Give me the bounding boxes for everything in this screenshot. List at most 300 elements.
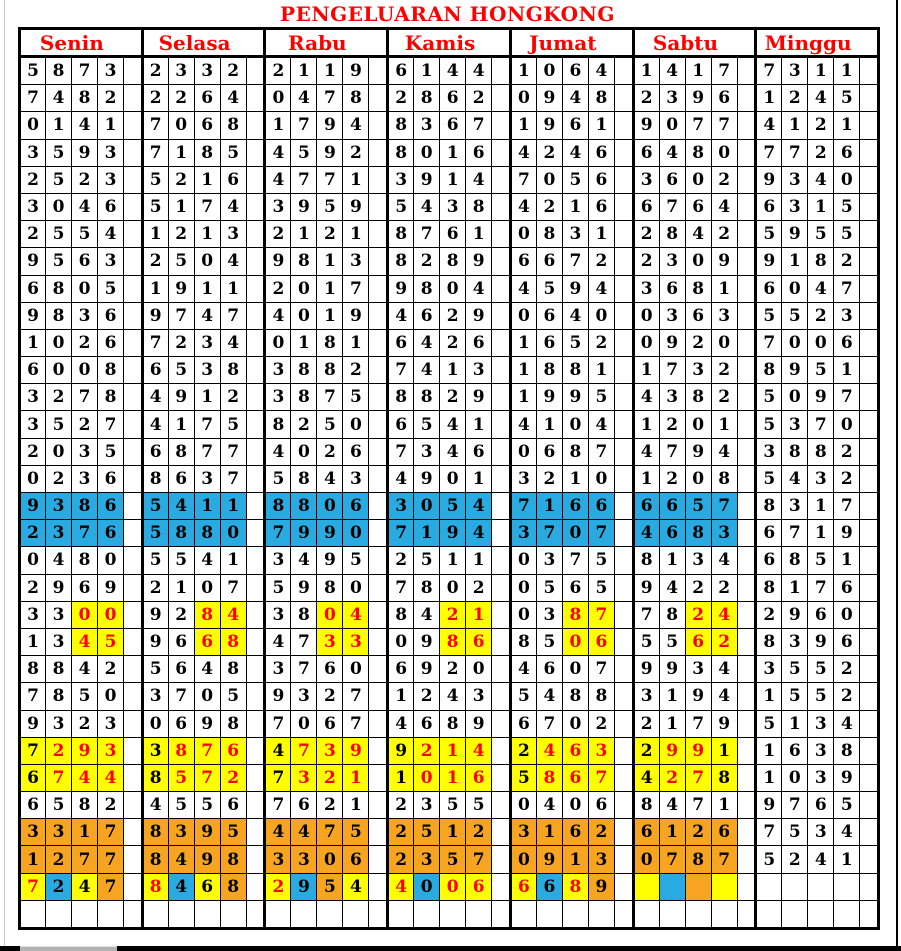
digit-cell: 0 xyxy=(685,166,711,193)
spacer-cell xyxy=(737,221,756,248)
digit-cell: 7 xyxy=(510,166,536,193)
digit-cell: 9 xyxy=(194,846,220,873)
digit-cell: 7 xyxy=(685,710,711,737)
digit-cell: 6 xyxy=(72,248,98,275)
spacer-cell xyxy=(369,601,388,628)
digit-cell: 0 xyxy=(414,764,440,791)
digit-cell: 2 xyxy=(782,846,808,873)
digit-cell: 7 xyxy=(291,737,317,764)
digit-cell: 8 xyxy=(72,792,98,819)
spacer-cell xyxy=(492,275,511,302)
digit-cell: 0 xyxy=(46,329,72,356)
digit-cell: 9 xyxy=(659,329,685,356)
digit-cell: 2 xyxy=(168,329,194,356)
digit-cell: 9 xyxy=(72,737,98,764)
digit-cell: 2 xyxy=(20,221,46,248)
table-row xyxy=(20,302,879,329)
table-row xyxy=(20,601,879,628)
digit-cell: 4 xyxy=(440,683,466,710)
digit-cell: 1 xyxy=(808,193,834,220)
digit-cell: 2 xyxy=(142,574,168,601)
digit-cell: 1 xyxy=(588,221,614,248)
spacer-cell xyxy=(860,900,879,928)
spacer-cell xyxy=(737,139,756,166)
digit-cell: 2 xyxy=(317,438,343,465)
digit-cell: 9 xyxy=(466,302,492,329)
digit-cell: 0 xyxy=(685,248,711,275)
digit-cell: 3 xyxy=(659,302,685,329)
digit-cell: 4 xyxy=(711,601,737,628)
digit-cell: 8 xyxy=(317,329,343,356)
spacer-cell xyxy=(860,411,879,438)
digit-cell: 1 xyxy=(168,193,194,220)
digit-cell: 8 xyxy=(220,112,246,139)
digit-cell xyxy=(536,900,562,928)
digit-cell: 0 xyxy=(414,493,440,520)
digit-cell: 5 xyxy=(46,221,72,248)
digit-cell: 8 xyxy=(46,275,72,302)
digit-cell: 1 xyxy=(343,792,369,819)
digit-cell: 0 xyxy=(510,302,536,329)
digit-cell: 6 xyxy=(633,493,659,520)
digit-cell: 1 xyxy=(659,819,685,846)
digit-cell: 4 xyxy=(659,139,685,166)
spacer-cell xyxy=(369,520,388,547)
digit-cell: 7 xyxy=(194,737,220,764)
digit-cell: 4 xyxy=(142,792,168,819)
spacer-cell xyxy=(492,737,511,764)
digit-cell: 2 xyxy=(168,601,194,628)
digit-cell: 2 xyxy=(388,85,414,112)
spacer-cell xyxy=(737,411,756,438)
digit-cell: 4 xyxy=(98,221,124,248)
digit-cell: 6 xyxy=(168,628,194,655)
digit-cell: 5 xyxy=(756,710,782,737)
spacer-cell xyxy=(246,166,265,193)
digit-cell: 2 xyxy=(440,656,466,683)
horizontal-scrollbar-thumb[interactable] xyxy=(20,946,117,951)
digit-cell: 0 xyxy=(510,574,536,601)
digit-cell: 3 xyxy=(659,85,685,112)
spacer-cell xyxy=(860,873,879,900)
digit-cell: 9 xyxy=(20,248,46,275)
digit-cell: 9 xyxy=(756,792,782,819)
spacer-cell xyxy=(737,275,756,302)
digit-cell: 0 xyxy=(588,465,614,492)
day-header-sabtu: Sabtu xyxy=(633,29,756,57)
digit-cell: 8 xyxy=(588,85,614,112)
spacer-cell xyxy=(860,275,879,302)
digit-cell: 3 xyxy=(194,465,220,492)
digit-cell: 5 xyxy=(756,465,782,492)
digit-cell: 8 xyxy=(20,656,46,683)
left-window-border xyxy=(4,0,5,951)
digit-cell: 7 xyxy=(808,411,834,438)
spacer-cell xyxy=(246,302,265,329)
spacer-cell xyxy=(737,112,756,139)
digit-cell: 3 xyxy=(291,683,317,710)
digit-cell: 6 xyxy=(562,764,588,791)
spacer-cell xyxy=(737,547,756,574)
spacer-cell xyxy=(369,329,388,356)
digit-cell: 9 xyxy=(536,846,562,873)
digit-cell: 2 xyxy=(388,547,414,574)
spacer-cell xyxy=(737,792,756,819)
digit-cell: 3 xyxy=(194,329,220,356)
spacer-cell xyxy=(737,384,756,411)
digit-cell: 8 xyxy=(756,628,782,655)
digit-cell: 0 xyxy=(536,57,562,85)
digit-cell: 8 xyxy=(388,139,414,166)
table-row xyxy=(20,248,879,275)
digit-cell xyxy=(834,873,860,900)
digit-cell: 7 xyxy=(834,275,860,302)
digit-cell: 6 xyxy=(72,574,98,601)
digit-cell: 6 xyxy=(20,764,46,791)
digit-cell: 8 xyxy=(72,493,98,520)
digit-cell: 0 xyxy=(343,411,369,438)
digit-cell: 8 xyxy=(72,85,98,112)
digit-cell: 3 xyxy=(388,493,414,520)
digit-cell: 5 xyxy=(414,819,440,846)
spacer-cell xyxy=(614,465,633,492)
digit-cell: 6 xyxy=(20,357,46,384)
spacer-cell xyxy=(614,547,633,574)
digit-cell: 8 xyxy=(685,275,711,302)
digit-cell: 4 xyxy=(834,710,860,737)
spacer-cell xyxy=(124,221,143,248)
digit-cell: 0 xyxy=(808,329,834,356)
spacer-cell xyxy=(614,329,633,356)
digit-cell: 0 xyxy=(98,601,124,628)
digit-cell: 4 xyxy=(388,710,414,737)
spacer-cell xyxy=(369,900,388,928)
digit-cell: 4 xyxy=(510,139,536,166)
digit-cell: 1 xyxy=(510,329,536,356)
digit-cell: 3 xyxy=(265,193,291,220)
digit-cell: 9 xyxy=(142,302,168,329)
digit-cell: 1 xyxy=(414,57,440,85)
digit-cell: 0 xyxy=(685,465,711,492)
digit-cell: 0 xyxy=(291,710,317,737)
spacer-cell xyxy=(737,329,756,356)
digit-cell: 4 xyxy=(46,547,72,574)
digit-cell: 3 xyxy=(782,411,808,438)
spacer-cell xyxy=(860,384,879,411)
digit-cell: 6 xyxy=(685,302,711,329)
digit-cell: 0 xyxy=(265,85,291,112)
digit-cell: 4 xyxy=(756,112,782,139)
digit-cell: 3 xyxy=(756,438,782,465)
digit-cell: 9 xyxy=(194,819,220,846)
spacer-cell xyxy=(124,302,143,329)
digit-cell: 2 xyxy=(72,329,98,356)
digit-cell: 8 xyxy=(685,520,711,547)
digit-cell: 2 xyxy=(46,465,72,492)
digit-cell: 8 xyxy=(194,520,220,547)
digit-cell: 8 xyxy=(633,547,659,574)
digit-cell: 4 xyxy=(291,547,317,574)
digit-cell: 4 xyxy=(440,438,466,465)
digit-cell: 8 xyxy=(414,275,440,302)
digit-cell: 8 xyxy=(414,574,440,601)
digit-cell: 1 xyxy=(440,547,466,574)
digit-cell: 0 xyxy=(536,166,562,193)
digit-cell: 9 xyxy=(142,628,168,655)
digit-cell: 0 xyxy=(659,112,685,139)
digit-cell: 7 xyxy=(588,438,614,465)
digit-cell: 5 xyxy=(510,764,536,791)
digit-cell: 4 xyxy=(414,357,440,384)
digit-cell: 4 xyxy=(633,384,659,411)
digit-cell: 1 xyxy=(343,166,369,193)
digit-cell: 3 xyxy=(265,601,291,628)
digit-cell: 5 xyxy=(782,302,808,329)
digit-cell: 9 xyxy=(414,628,440,655)
spacer-cell xyxy=(614,139,633,166)
horizontal-scrollbar-track[interactable] xyxy=(0,946,901,951)
digit-cell: 0 xyxy=(633,846,659,873)
digit-cell: 1 xyxy=(317,57,343,85)
spacer-cell xyxy=(369,166,388,193)
digit-cell: 6 xyxy=(536,656,562,683)
digit-cell: 0 xyxy=(317,601,343,628)
digit-cell: 9 xyxy=(659,737,685,764)
digit-cell: 1 xyxy=(510,384,536,411)
digit-cell: 6 xyxy=(220,737,246,764)
digit-cell: 3 xyxy=(562,221,588,248)
digit-cell xyxy=(633,900,659,928)
spacer-cell xyxy=(614,574,633,601)
spacer-cell xyxy=(369,656,388,683)
spacer-cell xyxy=(614,302,633,329)
spacer-cell xyxy=(614,112,633,139)
spacer-cell xyxy=(737,520,756,547)
digit-cell: 2 xyxy=(168,166,194,193)
digit-cell: 5 xyxy=(536,628,562,655)
digit-cell: 9 xyxy=(388,275,414,302)
spacer-cell xyxy=(369,112,388,139)
digit-cell: 7 xyxy=(756,329,782,356)
digit-cell: 6 xyxy=(536,329,562,356)
digit-cell: 7 xyxy=(659,438,685,465)
digit-cell: 3 xyxy=(72,465,98,492)
digit-cell: 1 xyxy=(20,329,46,356)
digit-cell: 4 xyxy=(536,683,562,710)
digit-cell: 3 xyxy=(834,302,860,329)
digit-cell: 6 xyxy=(536,302,562,329)
digit-cell: 9 xyxy=(756,248,782,275)
digit-cell: 3 xyxy=(98,57,124,85)
spacer-cell xyxy=(614,248,633,275)
spacer-cell xyxy=(492,166,511,193)
spacer-cell xyxy=(492,411,511,438)
digit-cell: 0 xyxy=(440,275,466,302)
digit-cell: 6 xyxy=(142,357,168,384)
spacer-cell xyxy=(614,656,633,683)
digit-cell xyxy=(659,900,685,928)
digit-cell: 2 xyxy=(711,357,737,384)
spacer-cell xyxy=(246,357,265,384)
digit-cell: 4 xyxy=(72,656,98,683)
digit-cell: 2 xyxy=(317,764,343,791)
digit-cell: 7 xyxy=(220,465,246,492)
digit-cell: 5 xyxy=(142,193,168,220)
digit-cell: 7 xyxy=(317,384,343,411)
digit-cell: 1 xyxy=(711,411,737,438)
digit-cell: 4 xyxy=(685,221,711,248)
digit-cell: 7 xyxy=(562,547,588,574)
spacer-cell xyxy=(860,221,879,248)
digit-cell: 6 xyxy=(659,493,685,520)
digit-cell: 8 xyxy=(265,411,291,438)
digit-cell: 7 xyxy=(711,57,737,85)
digit-cell: 9 xyxy=(142,601,168,628)
digit-cell: 5 xyxy=(168,547,194,574)
spacer-cell xyxy=(614,57,633,85)
digit-cell: 6 xyxy=(659,275,685,302)
digit-cell: 3 xyxy=(317,737,343,764)
table-row xyxy=(20,493,879,520)
digit-cell: 2 xyxy=(46,737,72,764)
spacer-cell xyxy=(737,193,756,220)
digit-cell: 1 xyxy=(265,112,291,139)
spacer-cell xyxy=(737,57,756,85)
digit-cell: 7 xyxy=(685,792,711,819)
digit-cell: 2 xyxy=(414,683,440,710)
digit-cell: 7 xyxy=(536,520,562,547)
digit-cell: 0 xyxy=(440,873,466,900)
digit-cell xyxy=(808,900,834,928)
digit-cell: 9 xyxy=(685,85,711,112)
digit-cell: 1 xyxy=(20,628,46,655)
digit-cell: 3 xyxy=(142,683,168,710)
spacer-cell xyxy=(860,683,879,710)
digit-cell: 2 xyxy=(46,873,72,900)
spacer-cell xyxy=(614,792,633,819)
spacer-cell xyxy=(737,302,756,329)
digit-cell: 3 xyxy=(46,520,72,547)
digit-cell: 6 xyxy=(562,737,588,764)
digit-cell: 4 xyxy=(808,85,834,112)
digit-cell: 2 xyxy=(834,465,860,492)
digit-cell: 4 xyxy=(265,139,291,166)
digit-cell: 2 xyxy=(388,846,414,873)
spacer-cell xyxy=(124,139,143,166)
digit-cell: 3 xyxy=(388,166,414,193)
digit-cell: 1 xyxy=(562,193,588,220)
spacer-cell xyxy=(860,493,879,520)
digit-cell: 4 xyxy=(46,85,72,112)
digit-cell: 3 xyxy=(20,601,46,628)
table-row xyxy=(20,900,879,928)
day-header-senin: Senin xyxy=(20,29,143,57)
table-row xyxy=(20,683,879,710)
spacer-cell xyxy=(860,357,879,384)
spacer-cell xyxy=(737,819,756,846)
digit-cell: 4 xyxy=(808,166,834,193)
digit-cell: 9 xyxy=(711,248,737,275)
digit-cell: 4 xyxy=(808,846,834,873)
spacer-cell xyxy=(124,737,143,764)
digit-cell: 5 xyxy=(142,547,168,574)
spacer-cell xyxy=(246,329,265,356)
digit-cell: 2 xyxy=(142,85,168,112)
spacer-cell xyxy=(492,574,511,601)
spacer-cell xyxy=(492,329,511,356)
digit-cell: 4 xyxy=(343,112,369,139)
spacer-cell xyxy=(860,329,879,356)
digit-cell: 6 xyxy=(588,628,614,655)
spacer-cell xyxy=(614,384,633,411)
digit-cell: 6 xyxy=(808,792,834,819)
spacer-cell xyxy=(124,792,143,819)
digit-cell: 8 xyxy=(536,764,562,791)
digit-cell: 2 xyxy=(98,85,124,112)
digit-cell: 9 xyxy=(291,193,317,220)
spacer-cell xyxy=(369,275,388,302)
digit-cell: 0 xyxy=(72,357,98,384)
digit-cell: 4 xyxy=(98,764,124,791)
digit-cell: 4 xyxy=(659,792,685,819)
spacer-cell xyxy=(737,710,756,737)
digit-cell: 9 xyxy=(343,193,369,220)
digit-cell: 6 xyxy=(633,139,659,166)
digit-cell: 1 xyxy=(633,357,659,384)
spacer-cell xyxy=(369,357,388,384)
digit-cell: 8 xyxy=(142,819,168,846)
digit-cell: 6 xyxy=(220,792,246,819)
digit-cell: 4 xyxy=(711,683,737,710)
digit-cell: 5 xyxy=(834,792,860,819)
digit-cell: 2 xyxy=(685,819,711,846)
digit-cell: 6 xyxy=(317,656,343,683)
results-table xyxy=(18,27,880,930)
digit-cell: 3 xyxy=(343,465,369,492)
spacer-cell xyxy=(737,601,756,628)
spacer-cell xyxy=(614,221,633,248)
digit-cell: 8 xyxy=(142,764,168,791)
digit-cell: 0 xyxy=(711,329,737,356)
spacer-cell xyxy=(246,764,265,791)
digit-cell: 7 xyxy=(46,764,72,791)
spacer-cell xyxy=(124,547,143,574)
digit-cell: 7 xyxy=(317,819,343,846)
digit-cell: 8 xyxy=(388,248,414,275)
digit-cell: 5 xyxy=(142,520,168,547)
digit-cell: 4 xyxy=(317,465,343,492)
digit-cell: 6 xyxy=(588,139,614,166)
digit-cell: 3 xyxy=(291,846,317,873)
digit-cell: 3 xyxy=(168,819,194,846)
spacer-cell xyxy=(246,193,265,220)
digit-cell: 8 xyxy=(142,846,168,873)
digit-cell: 0 xyxy=(562,656,588,683)
digit-cell: 3 xyxy=(98,248,124,275)
digit-cell: 1 xyxy=(440,357,466,384)
digit-cell: 1 xyxy=(808,493,834,520)
digit-cell: 1 xyxy=(711,275,737,302)
digit-cell: 0 xyxy=(72,275,98,302)
digit-cell: 7 xyxy=(72,57,98,85)
digit-cell: 4 xyxy=(510,656,536,683)
digit-cell: 4 xyxy=(808,275,834,302)
digit-cell: 1 xyxy=(711,737,737,764)
spacer-cell xyxy=(369,221,388,248)
digit-cell: 7 xyxy=(194,411,220,438)
digit-cell: 3 xyxy=(194,57,220,85)
digit-cell: 1 xyxy=(588,357,614,384)
